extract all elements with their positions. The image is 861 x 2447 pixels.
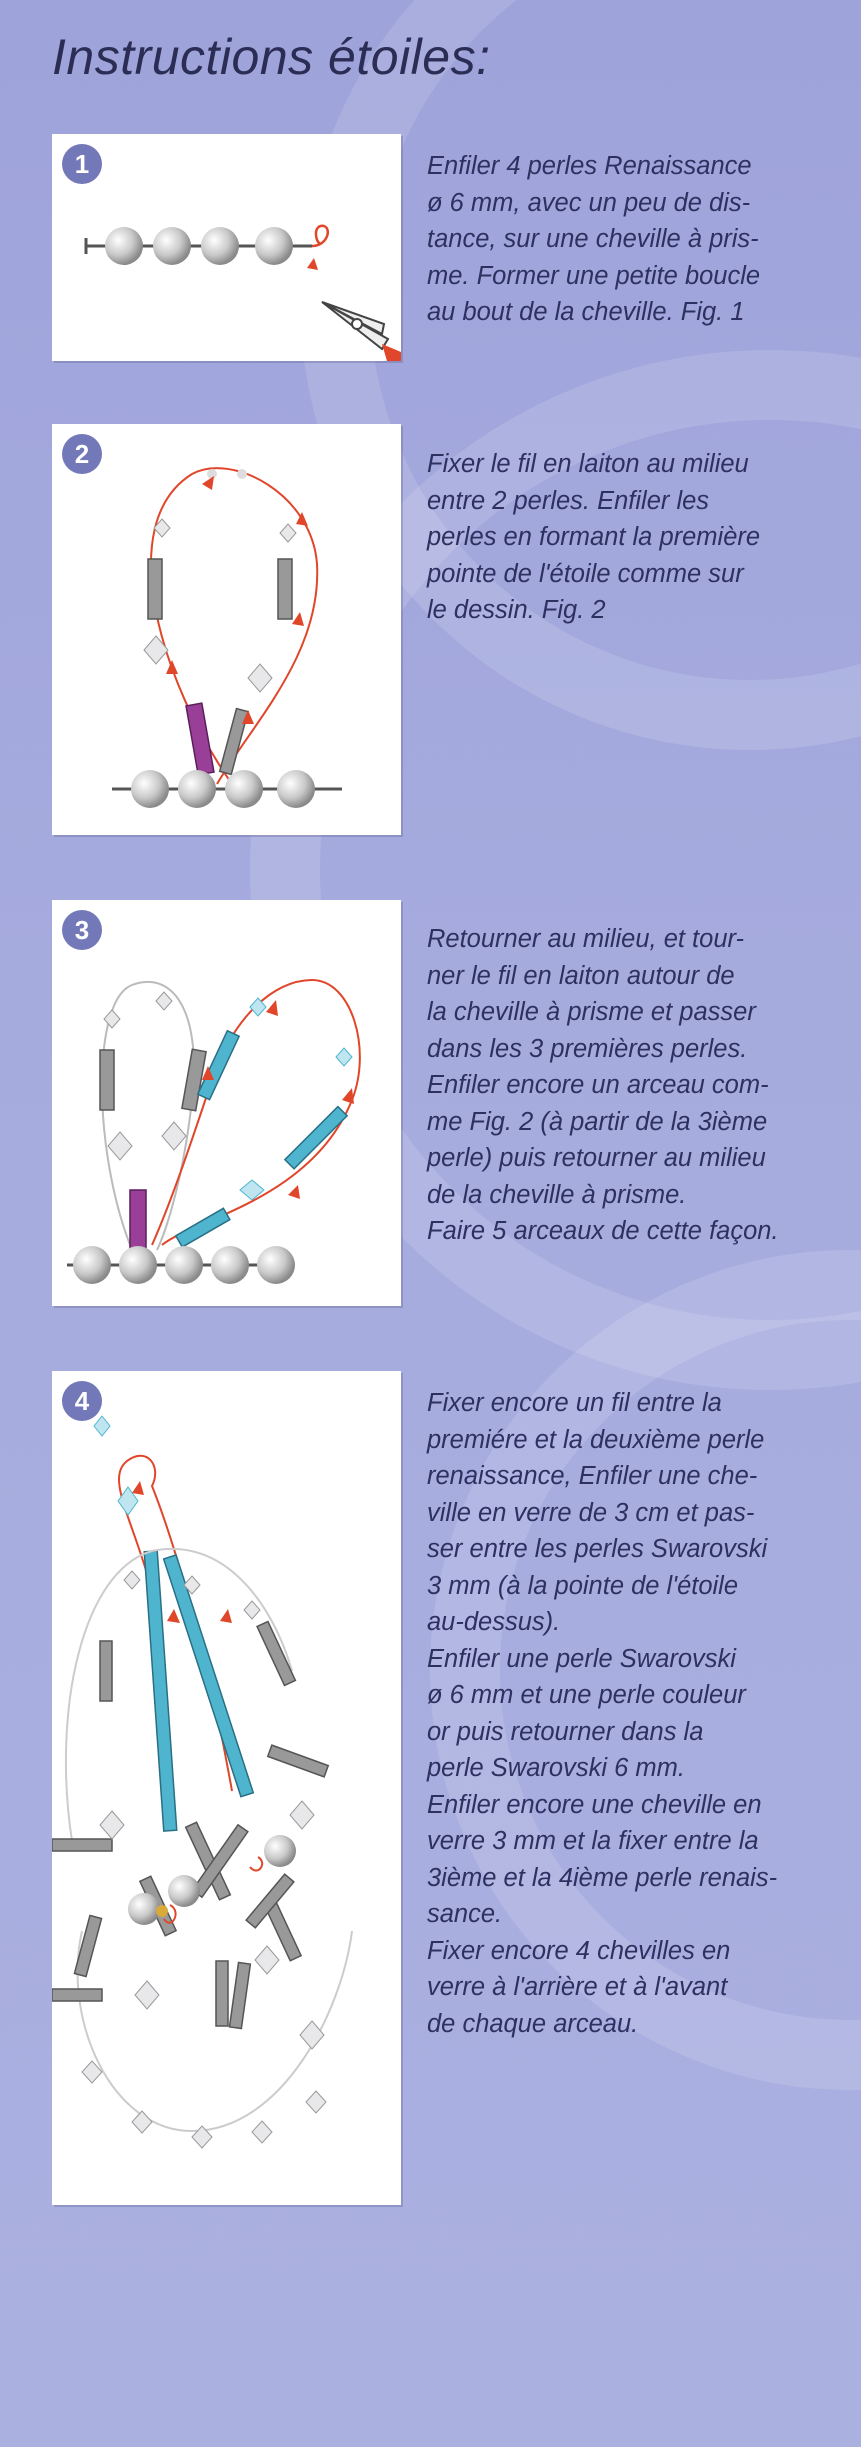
text-line: ø 6 mm et une perle couleur <box>427 1681 746 1709</box>
step-4-text <box>427 1385 827 2042</box>
text-line: perle) puis retourner au milieu <box>427 1144 766 1172</box>
text-line: perles en formant la première <box>427 523 761 551</box>
step-number-badge: 3 <box>62 910 102 950</box>
text-line: tance, sur une cheville à pris- <box>427 225 759 253</box>
figure-3-panel <box>52 900 401 1306</box>
text-line: le dessin. Fig. 2 <box>427 596 606 624</box>
figure-1-illustration <box>52 134 401 361</box>
step-1-text <box>427 148 827 331</box>
text-line: perle Swarovski 6 mm. <box>427 1754 685 1782</box>
text-line: Enfiler encore un arceau com- <box>427 1071 769 1099</box>
text-line: ser entre les perles Swarovski <box>427 1535 768 1563</box>
text-line: Enfiler 4 perles Renaissance <box>427 152 752 180</box>
step-2-text <box>427 446 827 629</box>
text-line: au-dessus). <box>427 1608 561 1636</box>
text-line: ner le fil en laiton autour de <box>427 961 735 990</box>
text-line: Retourner au milieu, et tour- <box>427 925 745 953</box>
step-number-badge: 2 <box>62 434 102 474</box>
text-line: me Fig. 2 (à partir de la 3ième <box>427 1107 768 1136</box>
text-line: Fixer le fil en laiton au milieu <box>427 450 749 478</box>
text-line: verre à l'arrière et à l'avant <box>427 1973 728 2001</box>
text-line: pointe de l'étoile comme sur <box>427 559 744 588</box>
step-3-text <box>427 921 827 1250</box>
text-line: or puis retourner dans la <box>427 1717 704 1746</box>
text-line: entre 2 perles. Enfiler les <box>427 486 710 515</box>
text-line: Fixer encore 4 chevilles en <box>427 1936 731 1965</box>
figure-4-illustration <box>52 1371 401 2205</box>
figure-2-illustration <box>52 424 401 835</box>
text-line: Fixer encore un fil entre la <box>427 1389 722 1417</box>
figure-2-panel <box>52 424 401 835</box>
text-line: dans les 3 premières perles. <box>427 1034 748 1063</box>
text-line: me. Former une petite boucle <box>427 261 761 290</box>
text-line: la cheville à prisme et passer <box>427 998 756 1026</box>
text-line: Enfiler une perle Swarovski <box>427 1644 736 1673</box>
figure-3-illustration <box>52 900 401 1306</box>
text-line: ø 6 mm, avec un peu de dis- <box>427 188 751 217</box>
text-line: premiére et la deuxième perle <box>427 1425 765 1454</box>
page-title: Instructions étoiles: <box>52 29 491 85</box>
text-line: 3ième et la 4ième perle renais- <box>427 1863 778 1892</box>
text-line: verre 3 mm et la fixer entre la <box>427 1827 759 1855</box>
step-number-badge: 1 <box>62 144 102 184</box>
text-line: de la cheville à prisme. <box>427 1180 687 1209</box>
text-line: renaissance, Enfiler une che- <box>427 1462 758 1490</box>
figure-4-panel <box>52 1371 401 2205</box>
figure-1-panel <box>52 134 401 361</box>
text-line: sance. <box>427 1900 503 1928</box>
step-number-badge: 4 <box>62 1381 102 1421</box>
text-line: ville en verre de 3 cm et pas- <box>427 1498 755 1527</box>
text-line: Faire 5 arceaux de cette façon. <box>427 1217 779 1245</box>
text-line: de chaque arceau. <box>427 2009 639 2038</box>
text-line: Enfiler encore une cheville en <box>427 1790 762 1819</box>
text-line: 3 mm (à la pointe de l'étoile <box>427 1571 739 1600</box>
text-line: au bout de la cheville. Fig. 1 <box>427 298 745 326</box>
